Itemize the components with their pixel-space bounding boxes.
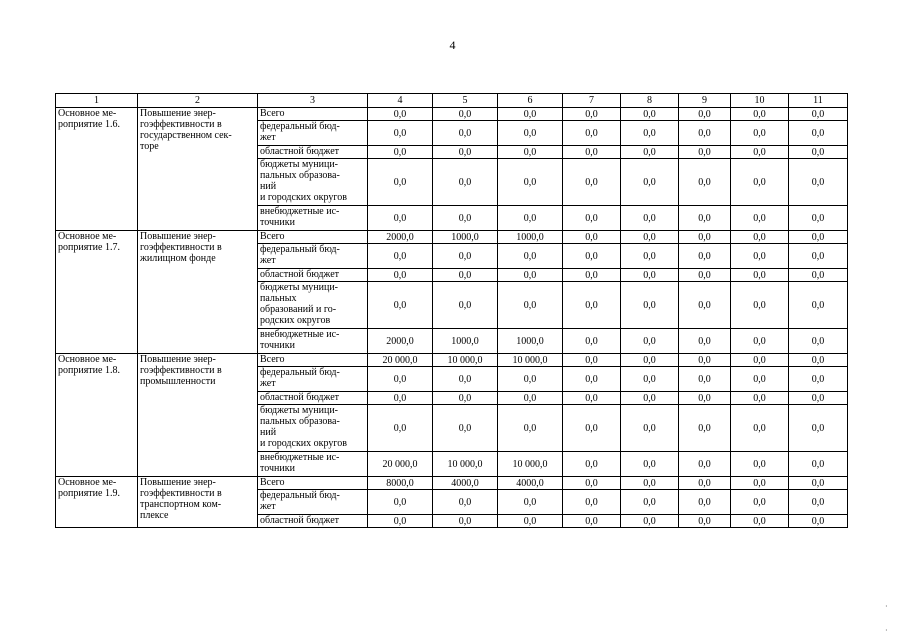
amount-cell: 1000,0 (433, 231, 498, 244)
amount-cell: 0,0 (368, 490, 433, 515)
amount-cell: 0,0 (563, 244, 621, 269)
amount-cell: 0,0 (368, 108, 433, 121)
funding-source: федеральный бюд- жет (258, 490, 368, 515)
column-number-9: 9 (679, 94, 731, 108)
amount-cell: 0,0 (433, 159, 498, 206)
amount-cell: 0,0 (563, 146, 621, 159)
amount-cell: 0,0 (498, 282, 563, 329)
amount-cell: 0,0 (563, 367, 621, 392)
funding-source: внебюджетные ис- точники (258, 329, 368, 354)
amount-cell: 0,0 (679, 452, 731, 477)
event-description: Повышение энер- гоэффективности в государственном сек- торе (138, 108, 258, 231)
amount-cell: 0,0 (433, 146, 498, 159)
amount-cell: 0,0 (498, 405, 563, 452)
amount-cell: 0,0 (433, 206, 498, 231)
event-title: Основное ме- роприятие 1.9. (56, 477, 138, 528)
amount-cell: 0,0 (679, 405, 731, 452)
amount-cell: 0,0 (621, 269, 679, 282)
amount-cell: 0,0 (563, 452, 621, 477)
amount-cell: 0,0 (731, 231, 789, 244)
amount-cell: 2000,0 (368, 329, 433, 354)
amount-cell: 10 000,0 (433, 354, 498, 367)
amount-cell: 0,0 (433, 405, 498, 452)
amount-cell: 0,0 (498, 515, 563, 528)
funding-source: федеральный бюд- жет (258, 121, 368, 146)
column-number-10: 10 (731, 94, 789, 108)
amount-cell: 0,0 (433, 108, 498, 121)
amount-cell: 0,0 (498, 392, 563, 405)
amount-cell: 0,0 (563, 329, 621, 354)
amount-cell: 0,0 (563, 392, 621, 405)
amount-cell: 0,0 (563, 159, 621, 206)
amount-cell: 0,0 (731, 405, 789, 452)
funding-source: внебюджетные ис- точники (258, 206, 368, 231)
amount-cell: 1000,0 (498, 231, 563, 244)
amount-cell: 0,0 (368, 159, 433, 206)
amount-cell: 0,0 (731, 159, 789, 206)
funding-source: бюджеты муници- пальных образова- ний и городских округов (258, 405, 368, 452)
amount-cell: 0,0 (433, 490, 498, 515)
amount-cell: 0,0 (731, 244, 789, 269)
amount-cell: 0,0 (731, 108, 789, 121)
amount-cell: 0,0 (789, 490, 848, 515)
amount-cell: 0,0 (731, 477, 789, 490)
column-number-2: 2 (138, 94, 258, 108)
amount-cell: 0,0 (679, 282, 731, 329)
amount-cell: 0,0 (789, 392, 848, 405)
amount-cell: 0,0 (368, 282, 433, 329)
amount-cell: 4000,0 (433, 477, 498, 490)
amount-cell: 0,0 (621, 515, 679, 528)
amount-cell: 8000,0 (368, 477, 433, 490)
amount-cell: 0,0 (498, 146, 563, 159)
amount-cell: 0,0 (498, 244, 563, 269)
amount-cell: 0,0 (621, 108, 679, 121)
amount-cell: 0,0 (731, 269, 789, 282)
amount-cell: 0,0 (789, 367, 848, 392)
amount-cell: 0,0 (563, 477, 621, 490)
column-number-8: 8 (621, 94, 679, 108)
amount-cell: 0,0 (679, 108, 731, 121)
amount-cell: 20 000,0 (368, 354, 433, 367)
amount-cell: 0,0 (731, 206, 789, 231)
amount-cell: 0,0 (621, 282, 679, 329)
amount-cell: 0,0 (621, 206, 679, 231)
amount-cell: 0,0 (433, 367, 498, 392)
amount-cell: 0,0 (789, 282, 848, 329)
amount-cell: 0,0 (789, 206, 848, 231)
event-title: Основное ме- роприятие 1.7. (56, 231, 138, 354)
amount-cell: 0,0 (498, 269, 563, 282)
amount-cell: 0,0 (731, 515, 789, 528)
amount-cell: 0,0 (789, 231, 848, 244)
amount-cell: 0,0 (433, 121, 498, 146)
amount-cell: 0,0 (679, 244, 731, 269)
amount-cell: 0,0 (621, 354, 679, 367)
amount-cell: 0,0 (563, 108, 621, 121)
amount-cell: 0,0 (679, 477, 731, 490)
amount-cell: 20 000,0 (368, 452, 433, 477)
amount-cell: 0,0 (789, 244, 848, 269)
column-number-3: 3 (258, 94, 368, 108)
amount-cell: 10 000,0 (433, 452, 498, 477)
column-number-5: 5 (433, 94, 498, 108)
amount-cell: 0,0 (679, 121, 731, 146)
amount-cell: 0,0 (789, 108, 848, 121)
amount-cell: 0,0 (498, 108, 563, 121)
amount-cell: 0,0 (789, 477, 848, 490)
amount-cell: 0,0 (433, 269, 498, 282)
funding-source: Всего (258, 108, 368, 121)
funding-source: Всего (258, 231, 368, 244)
table-row (56, 354, 848, 367)
amount-cell: 0,0 (563, 206, 621, 231)
amount-cell: 0,0 (498, 121, 563, 146)
funding-source: бюджеты муници- пальных образова- ний и городских округов (258, 159, 368, 206)
amount-cell: 0,0 (563, 490, 621, 515)
amount-cell: 0,0 (621, 392, 679, 405)
funding-source: областной бюджет (258, 269, 368, 282)
amount-cell: 0,0 (621, 146, 679, 159)
amount-cell: 0,0 (563, 121, 621, 146)
amount-cell: 10 000,0 (498, 354, 563, 367)
amount-cell: 0,0 (368, 515, 433, 528)
amount-cell: 0,0 (621, 490, 679, 515)
amount-cell: 0,0 (368, 121, 433, 146)
column-number-11: 11 (789, 94, 848, 108)
scan-artifact: · · (885, 602, 888, 635)
amount-cell: 0,0 (789, 515, 848, 528)
amount-cell: 0,0 (433, 392, 498, 405)
column-number-6: 6 (498, 94, 563, 108)
amount-cell: 0,0 (498, 367, 563, 392)
amount-cell: 0,0 (679, 159, 731, 206)
amount-cell: 0,0 (368, 405, 433, 452)
amount-cell: 0,0 (621, 477, 679, 490)
funding-source: бюджеты муници- пальных образований и го- родских округов (258, 282, 368, 329)
amount-cell: 0,0 (731, 367, 789, 392)
amount-cell: 0,0 (679, 146, 731, 159)
amount-cell: 0,0 (563, 282, 621, 329)
amount-cell: 0,0 (679, 490, 731, 515)
amount-cell: 0,0 (621, 329, 679, 354)
event-description: Повышение энер- гоэффективности в жилищном фонде (138, 231, 258, 354)
amount-cell: 0,0 (789, 159, 848, 206)
amount-cell: 0,0 (679, 329, 731, 354)
amount-cell: 0,0 (368, 367, 433, 392)
budget-table (55, 93, 848, 528)
amount-cell: 0,0 (789, 452, 848, 477)
event-description: Повышение энер- гоэффективности в транспортном ком- плексе (138, 477, 258, 528)
amount-cell: 0,0 (679, 206, 731, 231)
amount-cell: 0,0 (679, 392, 731, 405)
funding-source: областной бюджет (258, 515, 368, 528)
funding-source: областной бюджет (258, 146, 368, 159)
amount-cell: 0,0 (789, 329, 848, 354)
funding-source: областной бюджет (258, 392, 368, 405)
column-number-4: 4 (368, 94, 433, 108)
amount-cell: 0,0 (621, 159, 679, 206)
amount-cell: 1000,0 (498, 329, 563, 354)
amount-cell: 0,0 (679, 354, 731, 367)
amount-cell: 0,0 (731, 490, 789, 515)
event-title: Основное ме- роприятие 1.6. (56, 108, 138, 231)
table-row (56, 108, 848, 121)
amount-cell: 4000,0 (498, 477, 563, 490)
amount-cell: 0,0 (621, 452, 679, 477)
funding-source: федеральный бюд- жет (258, 367, 368, 392)
amount-cell: 0,0 (368, 392, 433, 405)
table-row (56, 231, 848, 244)
amount-cell: 0,0 (498, 206, 563, 231)
amount-cell: 0,0 (368, 244, 433, 269)
amount-cell: 0,0 (731, 282, 789, 329)
amount-cell: 10 000,0 (498, 452, 563, 477)
page-number: 4 (449, 38, 456, 52)
amount-cell: 2000,0 (368, 231, 433, 244)
funding-source: внебюджетные ис- точники (258, 452, 368, 477)
funding-source: Всего (258, 354, 368, 367)
funding-source: Всего (258, 477, 368, 490)
table-row (56, 477, 848, 490)
amount-cell: 0,0 (433, 244, 498, 269)
amount-cell: 0,0 (731, 452, 789, 477)
amount-cell: 0,0 (368, 146, 433, 159)
amount-cell: 0,0 (731, 121, 789, 146)
amount-cell: 0,0 (621, 367, 679, 392)
amount-cell: 0,0 (563, 231, 621, 244)
amount-cell: 0,0 (679, 231, 731, 244)
amount-cell: 0,0 (621, 231, 679, 244)
amount-cell: 0,0 (679, 515, 731, 528)
amount-cell: 1000,0 (433, 329, 498, 354)
amount-cell: 0,0 (731, 392, 789, 405)
amount-cell: 0,0 (498, 159, 563, 206)
amount-cell: 0,0 (433, 515, 498, 528)
event-description: Повышение энер- гоэффективности в промышленности (138, 354, 258, 477)
funding-source: федеральный бюд- жет (258, 244, 368, 269)
column-number-row (56, 94, 848, 108)
amount-cell: 0,0 (731, 329, 789, 354)
amount-cell: 0,0 (789, 121, 848, 146)
amount-cell: 0,0 (731, 146, 789, 159)
amount-cell: 0,0 (789, 269, 848, 282)
amount-cell: 0,0 (563, 269, 621, 282)
amount-cell: 0,0 (789, 146, 848, 159)
amount-cell: 0,0 (621, 121, 679, 146)
amount-cell: 0,0 (789, 405, 848, 452)
amount-cell: 0,0 (789, 354, 848, 367)
amount-cell: 0,0 (563, 405, 621, 452)
amount-cell: 0,0 (679, 367, 731, 392)
amount-cell: 0,0 (621, 405, 679, 452)
column-number-7: 7 (563, 94, 621, 108)
amount-cell: 0,0 (731, 354, 789, 367)
event-title: Основное ме- роприятие 1.8. (56, 354, 138, 477)
amount-cell: 0,0 (621, 244, 679, 269)
amount-cell: 0,0 (498, 490, 563, 515)
column-number-1: 1 (56, 94, 138, 108)
amount-cell: 0,0 (368, 269, 433, 282)
amount-cell: 0,0 (433, 282, 498, 329)
amount-cell: 0,0 (679, 269, 731, 282)
amount-cell: 0,0 (563, 354, 621, 367)
amount-cell: 0,0 (368, 206, 433, 231)
amount-cell: 0,0 (563, 515, 621, 528)
